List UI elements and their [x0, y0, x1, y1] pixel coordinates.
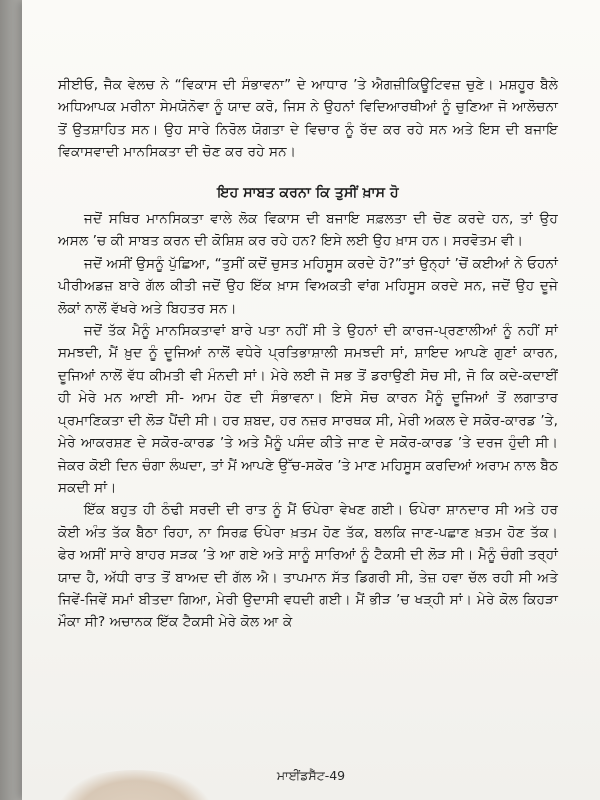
page-footer: ਮਾਈਂਡਸੈੱਟ-49	[276, 768, 346, 783]
paragraph-2: ਜਦੋਂ ਅਸੀਂ ਉਸਨੂੰ ਪੁੱਛਿਆ, “ਤੁਸੀਂ ਕਦੋਂ ਚੁਸਤ ਮਹਿਸੂਸ ਕਰਦੇ ਹੋ?”ਤਾਂ ਉਨ੍ਹਾਂ ’ਚੋਂ ਕਈਆਂ ਨੇ ਓਹਨਾਂ ਪੀਰੀਅਡਜ਼ ਬਾਰੇ ਗੱਲ ਕੀਤੀ ਜਦੋਂ ਉਹ ਇੱਕ ਖ਼ਾਸ ਵਿਅਕਤੀ ਵਾਂਗ ਮਹਿਸੂਸ ਕਰਦੇ ਸਨ, ਜਦੋਂ ਉਹ ਦੂਜੇ ਲੋਕਾਂ ਨਾਲੋਂ ਵੱਖਰੇ ਅਤੇ ਬਿਹਤਰ ਸਨ।	[58, 255, 558, 317]
book-page	[22, 0, 600, 800]
page-body	[58, 74, 558, 634]
paragraph-0: ਸੀਈਓ, ਜੈਕ ਵੇਲਚ ਨੇ “ਵਿਕਾਸ ਦੀ ਸੰਭਾਵਨਾ” ਦੇ ਆਧਾਰ ’ਤੇ ਐਗਜ਼ੀਕਿਊਟਿਵਜ਼ ਚੁਣੇ। ਮਸ਼ਹੂਰ ਬੈਲੇ ਅਧਿਆਪਕ ਮਰੀਨਾ ਸੇਮਯੋਨੋਵਾ ਨੂੰ ਯਾਦ ਕਰੋ, ਜਿਸ ਨੇ ਉਹਨਾਂ ਵਿਦਿਆਰਥੀਆਂ ਨੂੰ ਚੁਣਿਆ ਜੋ ਆਲੋਚਨਾ ਤੋਂ ਉਤਸ਼ਾਹਿਤ ਸਨ। ਉਹ ਸਾਰੇ ਨਿਰੋਲ ਯੋਗਤਾ ਦੇ ਵਿਚਾਰ ਨੂੰ ਰੱਦ ਕਰ ਰਹੇ ਸਨ ਅਤੇ ਇਸ ਦੀ ਬਜਾਇ ਵਿਕਾਸਵਾਦੀ ਮਾਨਸਿਕਤਾ ਦੀ ਚੋਣ ਕਰ ਰਹੇ ਸਨ।	[58, 77, 558, 161]
section-heading: ਇਹ ਸਾਬਤ ਕਰਨਾ ਕਿ ਤੁਸੀਂ ਖ਼ਾਸ ਹੋ	[217, 184, 399, 201]
paragraph-4: ਇੱਕ ਬਹੁਤ ਹੀ ਠੰਢੀ ਸਰਦੀ ਦੀ ਰਾਤ ਨੂੰ ਮੈਂ ਓਪੇਰਾ ਵੇਖਣ ਗਈ। ਓਪੇਰਾ ਸ਼ਾਨਦਾਰ ਸੀ ਅਤੇ ਹਰ ਕੋਈ ਅੰਤ ਤੱਕ ਬੈਠਾ ਰਿਹਾ, ਨਾ ਸਿਰਫ਼ ਓਪੇਰਾ ਖ਼ਤਮ ਹੋਣ ਤੱਕ, ਬਲਕਿ ਜਾਣ-ਪਛਾਣ ਖ਼ਤਮ ਹੋਣ ਤੱਕ। ਫੇਰ ਅਸੀਂ ਸਾਰੇ ਬਾਹਰ ਸੜਕ ’ਤੇ ਆ ਗਏ ਅਤੇ ਸਾਨੂੰ ਸਾਰਿਆਂ ਨੂੰ ਟੈਕਸੀ ਦੀ ਲੋੜ ਸੀ। ਮੈਨੂੰ ਚੰਗੀ ਤਰ੍ਹਾਂ ਯਾਦ ਹੈ, ਅੱਧੀ ਰਾਤ ਤੋਂ ਬਾਅਦ ਦੀ ਗੱਲ ਐ। ਤਾਪਮਾਨ ਸੱਤ ਡਿਗਰੀ ਸੀ, ਤੇਜ਼ ਹਵਾ ਚੱਲ ਰਹੀ ਸੀ ਅਤੇ ਜਿਵੇਂ-ਜਿਵੇਂ ਸਮਾਂ ਬੀਤਦਾ ਗਿਆ, ਮੇਰੀ ਉਦਾਸੀ ਵਧਦੀ ਗਈ। ਮੈਂ ਭੀੜ ’ਚ ਖੜ੍ਹੀ ਸਾਂ। ਮੇਰੇ ਕੋਲ ਕਿਹੜਾ ਮੌਕਾ ਸੀ? ਅਚਾਨਕ ਇੱਕ ਟੈਕਸੀ ਮੇਰੇ ਕੋਲ ਆ ਕੇ	[58, 502, 558, 631]
paragraph-1: ਜਦੋਂ ਸਥਿਰ ਮਾਨਸਿਕਤਾ ਵਾਲੇ ਲੋਕ ਵਿਕਾਸ ਦੀ ਬਜਾਇ ਸਫ਼ਲਤਾ ਦੀ ਚੋਣ ਕਰਦੇ ਹਨ, ਤਾਂ ਉਹ ਅਸਲ ’ਚ ਕੀ ਸਾਬਤ ਕਰਨ ਦੀ ਕੋਸ਼ਿਸ਼ ਕਰ ਰਹੇ ਹਨ? ਇਸੇ ਲਈ ਉਹ ਖ਼ਾਸ ਹਨ। ਸਰਵੋਤਮ ਵੀ।	[58, 211, 558, 250]
paragraph-3: ਜਦੋਂ ਤੱਕ ਮੈਨੂੰ ਮਾਨਸਿਕਤਾਵਾਂ ਬਾਰੇ ਪਤਾ ਨਹੀਂ ਸੀ ਤੇ ਉਹਨਾਂ ਦੀ ਕਾਰਜ-ਪ੍ਰਣਾਲੀਆਂ ਨੂੰ ਨਹੀਂ ਸਾਂ ਸਮਝਦੀ, ਮੈਂ ਖ਼ੁਦ ਨੂੰ ਦੂਜਿਆਂ ਨਾਲੋਂ ਵਧੇਰੇ ਪ੍ਰਤਿਭਾਸ਼ਾਲੀ ਸਮਝਦੀ ਸਾਂ, ਸ਼ਾਇਦ ਆਪਣੇ ਗੁਣਾਂ ਕਾਰਨ, ਦੂਜਿਆਂ ਨਾਲੋਂ ਵੱਧ ਕੀਮਤੀ ਵੀ ਮੰਨਦੀ ਸਾਂ। ਮੇਰੇ ਲਈ ਜੋ ਸਭ ਤੋਂ ਡਰਾਉਣੀ ਸੋਚ ਸੀ, ਜੋ ਕਿ ਕਦੇ-ਕਦਾਈਂ ਹੀ ਮੇਰੇ ਮਨ ਆਈ ਸੀ- ਆਮ ਹੋਣ ਦੀ ਸੰਭਾਵਨਾ। ਇਸੇ ਸੋਚ ਕਾਰਨ ਮੈਨੂੰ ਦੂਜਿਆਂ ਤੋਂ ਲਗਾਤਾਰ ਪ੍ਰਮਾਣਿਕਤਾ ਦੀ ਲੋੜ ਪੈਂਦੀ ਸੀ। ਹਰ ਸ਼ਬਦ, ਹਰ ਨਜ਼ਰ ਸਾਰਥਕ ਸੀ, ਮੇਰੀ ਅਕਲ ਦੇ ਸਕੋਰ-ਕਾਰਡ ’ਤੇ, ਮੇਰੇ ਆਕਰਸ਼ਣ ਦੇ ਸਕੋਰ-ਕਾਰਡ ’ਤੇ ਅਤੇ ਮੈਨੂੰ ਪਸੰਦ ਕੀਤੇ ਜਾਣ ਦੇ ਸਕੋਰ-ਕਾਰਡ ’ਤੇ ਦਰਜ ਹੁੰਦੀ ਸੀ। ਜੇਕਰ ਕੋਈ ਦਿਨ ਚੰਗਾ ਲੰਘਦਾ, ਤਾਂ ਮੈਂ ਆਪਣੇ ਉੱਚ-ਸਕੋਰ ’ਤੇ ਮਾਣ ਮਹਿਸੂਸ ਕਰਦਿਆਂ ਅਰਾਮ ਨਾਲ ਬੈਠ ਸਕਦੀ ਸਾਂ।	[58, 323, 558, 496]
